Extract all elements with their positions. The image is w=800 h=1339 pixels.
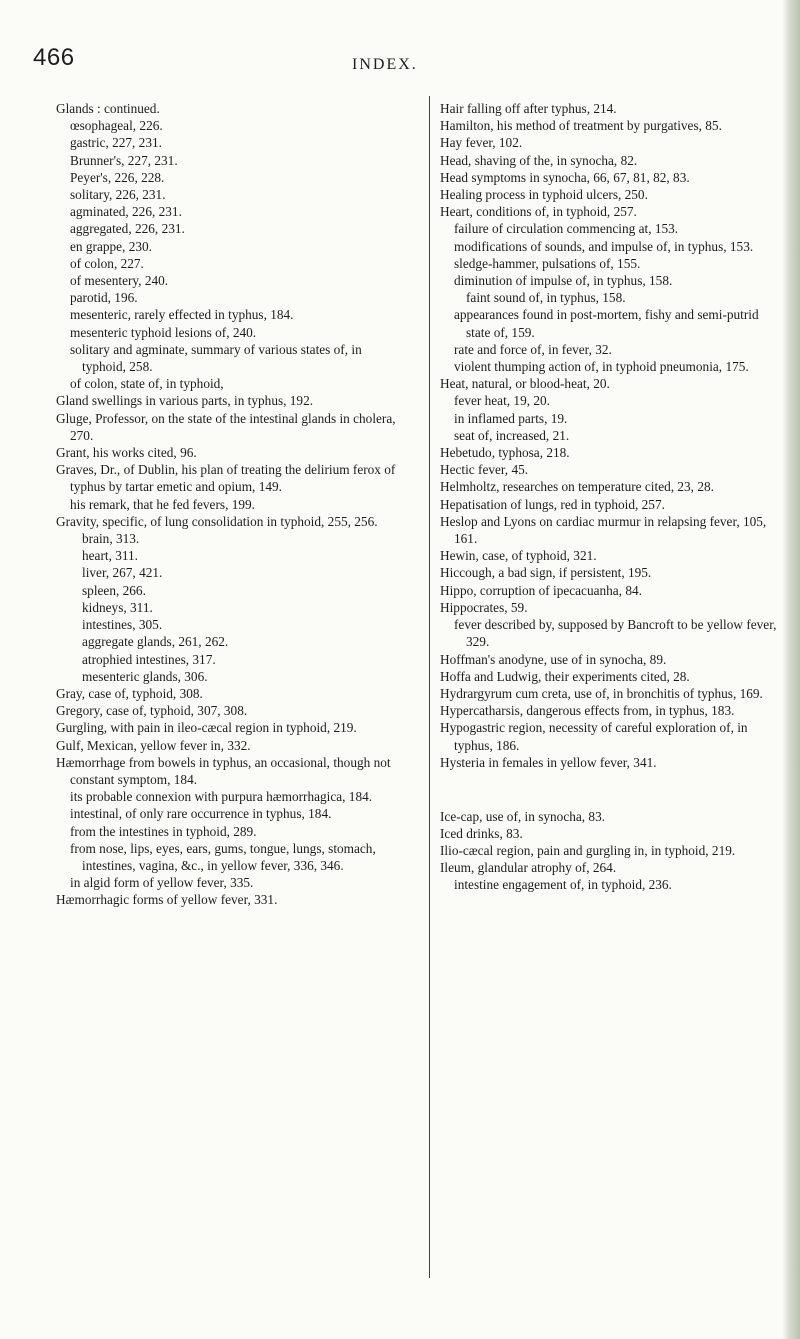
index-entry: Iced drinks, 83.	[440, 825, 523, 841]
index-entry: Heat, natural, or blood-heat, 20.	[440, 376, 610, 392]
index-subentry: violent thumping action of, in typhoid pneumonia, 175.	[454, 359, 749, 375]
index-entry: Gregory, case of, typhoid, 307, 308.	[56, 703, 248, 719]
index-subentry: agminated, 226, 231.	[70, 204, 182, 220]
index-subentry: heart, 311.	[82, 548, 138, 564]
index-subentry: œsophageal, 226.	[70, 118, 163, 134]
index-subentry: in algid form of yellow fever, 335.	[70, 875, 254, 891]
section-gap	[440, 784, 785, 794]
column-divider	[429, 96, 430, 1278]
index-subentry: diminution of impulse of, in typhus, 158.	[454, 273, 673, 289]
index-subentry: intestine engagement of, in typhoid, 236.	[454, 877, 672, 893]
index-subentry: mesenteric glands, 306.	[82, 668, 208, 684]
index-entry: Hippo, corruption of ipecacuanha, 84.	[440, 582, 642, 598]
index-entry: Heart, conditions of, in typhoid, 257.	[440, 204, 637, 220]
index-subentry: appearances found in post-mortem, fishy and semi-putrid state of, 159.	[454, 307, 759, 340]
index-subentry: solitary, 226, 231.	[70, 187, 166, 203]
index-subentry: modifications of sounds, and impulse of, in typhus, 153.	[454, 238, 754, 254]
index-subentry: aggregate glands, 261, 262.	[82, 634, 229, 650]
index-subentry: mesenteric typhoid lesions of, 240.	[70, 324, 257, 340]
index-entry: Gland swellings in various parts, in typhus, 192.	[56, 393, 314, 409]
index-entry: Hoffa and Ludwig, their experiments cited, 28.	[440, 668, 690, 684]
index-entry: Hectic fever, 45.	[440, 462, 529, 478]
index-entry: Helmholtz, researches on temperature cited, 23, 28.	[440, 479, 714, 495]
right-index-column	[440, 100, 785, 894]
index-entry: Hypercatharsis, dangerous effects from, in typhus, 183.	[440, 703, 735, 719]
index-subentry: seat of, increased, 21.	[454, 427, 570, 443]
index-entry: Ilio-cæcal region, pain and gurgling in, in typhoid, 219.	[440, 842, 736, 858]
index-entry: Hebetudo, typhosa, 218.	[440, 445, 570, 461]
index-subentry: from nose, lips, eyes, ears, gums, tongue, lungs, stomach, intestines, vagina, &c., in yellow fever, 336, 346.	[70, 840, 376, 873]
index-subentry: failure of circulation commencing at, 153.	[454, 221, 679, 237]
index-entry: Gravity, specific, of lung consolidation in typhoid, 255, 256.	[56, 513, 378, 529]
index-subentry: brain, 313.	[82, 531, 140, 547]
index-entry: Head symptoms in synocha, 66, 67, 81, 82, 83.	[440, 169, 690, 185]
index-entry: Ice-cap, use of, in synocha, 83.	[440, 808, 606, 824]
index-entry: Healing process in typhoid ulcers, 250.	[440, 187, 648, 203]
index-entry: Grant, his works cited, 96.	[56, 445, 197, 461]
index-subentry: of colon, 227.	[70, 255, 144, 271]
index-entry: Hoffman's anodyne, use of in synocha, 89.	[440, 651, 667, 667]
index-entry: Hysteria in females in yellow fever, 341.	[440, 754, 657, 770]
index-subentry: solitary and agminate, summary of various states of, in typhoid, 258.	[70, 341, 362, 375]
index-entry: Gluge, Professor, on the state of the intestinal glands in cholera, 270.	[56, 410, 396, 443]
left-index-column	[56, 100, 398, 909]
index-entry: Hæmorrhage from bowels in typhus, an occasional, though not constant symptom, 184.	[56, 754, 391, 787]
index-subentry: aggregated, 226, 231.	[70, 221, 185, 237]
index-subentry: Peyer's, 226, 228.	[70, 169, 165, 185]
index-entry: Ileum, glandular atrophy of, 264.	[440, 860, 617, 876]
index-subentry: gastric, 227, 231.	[70, 135, 162, 151]
index-entry: Hypogastric region, necessity of careful exploration of, in typhus, 186.	[440, 720, 748, 753]
index-entry: Hewin, case, of typhoid, 321.	[440, 548, 597, 564]
index-entry: Heslop and Lyons on cardiac murmur in relapsing fever, 105, 161.	[440, 513, 767, 547]
index-subentry: atrophied intestines, 317.	[82, 651, 216, 667]
index-entry: Hair falling off after typhus, 214.	[440, 101, 617, 116]
index-entry: Hamilton, his method of treatment by purgatives, 85.	[440, 118, 722, 134]
index-subentry: of mesentery, 240.	[70, 273, 169, 289]
index-subentry: its probable connexion with purpura hæmorrhagica, 184.	[70, 789, 373, 805]
index-entry: Gurgling, with pain in ileo-cæcal region in typhoid, 219.	[56, 720, 357, 736]
index-subentry: in inflamed parts, 19.	[454, 410, 568, 426]
index-subentry: spleen, 266.	[82, 582, 146, 598]
index-entry: Gulf, Mexican, yellow fever in, 332.	[56, 737, 251, 753]
index-subentry: en grappe, 230.	[70, 238, 152, 254]
index-subentry: fever heat, 19, 20.	[454, 393, 550, 409]
page-number: 466	[33, 44, 75, 71]
index-subentry: intestinal, of only rare occurrence in typhus, 184.	[70, 806, 332, 822]
index-subentry: sledge-hammer, pulsations of, 155.	[454, 255, 641, 271]
index-entry: Hæmorrhagic forms of yellow fever, 331.	[56, 892, 278, 908]
index-entry: Graves, Dr., of Dublin, his plan of treating the delirium ferox of typhus by tartar emetic and opium, 149.	[56, 462, 396, 495]
index-entry: Hepatisation of lungs, red in typhoid, 257.	[440, 496, 665, 512]
index-subentry: his remark, that he fed fevers, 199.	[70, 496, 255, 512]
index-subentry: faint sound of, in typhus, 158.	[466, 290, 626, 306]
index-subentry: Brunner's, 227, 231.	[70, 152, 178, 168]
index-subentry: rate and force of, in fever, 32.	[454, 341, 612, 357]
index-subentry: parotid, 196.	[70, 290, 138, 306]
index-subentry: liver, 267, 421.	[82, 565, 163, 581]
index-entry: Hiccough, a bad sign, if persistent, 195.	[440, 565, 652, 581]
index-subentry: intestines, 305.	[82, 617, 163, 633]
index-subentry: from the intestines in typhoid, 289.	[70, 823, 257, 839]
index-entry: Head, shaving of the, in synocha, 82.	[440, 152, 638, 168]
index-subentry: fever described by, supposed by Bancroft to be yellow fever, 329.	[454, 617, 777, 650]
running-head: INDEX.	[352, 56, 418, 73]
index-entry: Gray, case of, typhoid, 308.	[56, 685, 203, 701]
index-subentry: of colon, state of, in typhoid,	[70, 376, 224, 392]
index-subentry: kidneys, 311.	[82, 599, 153, 615]
index-entry: Glands : continued.	[56, 101, 160, 116]
index-subentry: mesenteric, rarely effected in typhus, 184.	[70, 307, 294, 323]
index-entry: Hydrargyrum cum creta, use of, in bronchitis of typhus, 169.	[440, 685, 763, 701]
index-entry: Hay fever, 102.	[440, 135, 523, 151]
index-entry: Hippocrates, 59.	[440, 599, 528, 615]
